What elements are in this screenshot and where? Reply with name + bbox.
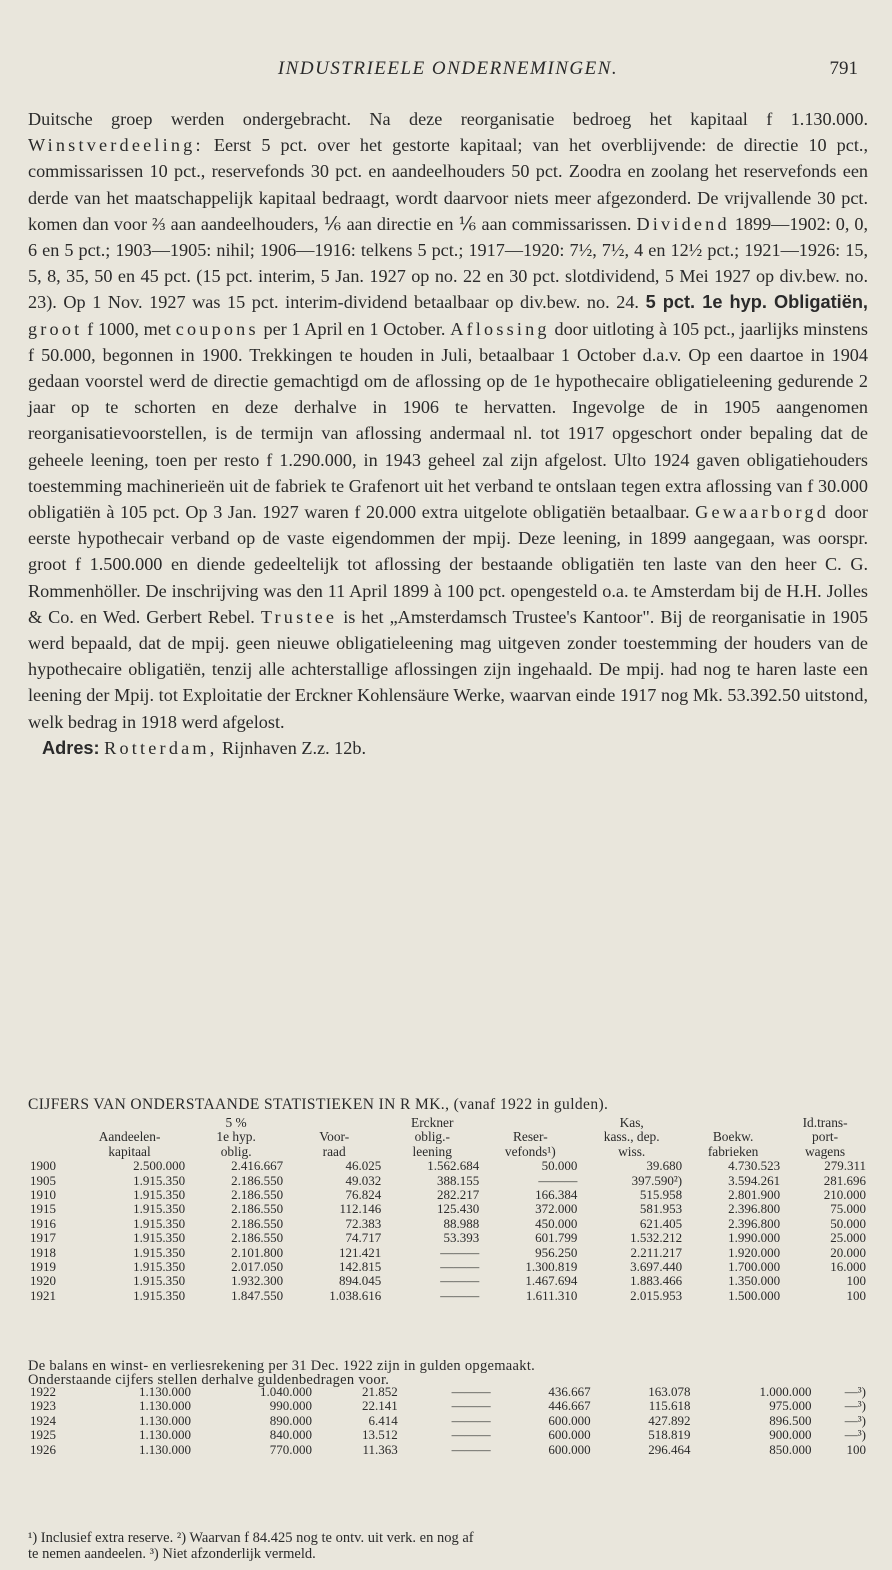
header-cell: fabrieken bbox=[707, 1143, 759, 1159]
year-cell: 1922 bbox=[30, 1384, 56, 1399]
year-cell: 1923 bbox=[30, 1398, 56, 1414]
table-cell: 1.130.000 bbox=[138, 1412, 191, 1428]
obligation-heading: 5 pct. 1e hyp. Obligatiën, bbox=[645, 292, 868, 313]
table-cell: 1.500.000 bbox=[728, 1287, 781, 1303]
table-cell: 296.464 bbox=[648, 1441, 691, 1457]
table-cell: 2.801.900 bbox=[728, 1187, 781, 1203]
table-cell: 621.405 bbox=[639, 1215, 683, 1231]
table-cell: 72.383 bbox=[345, 1215, 382, 1231]
table-cell: 956.250 bbox=[535, 1244, 578, 1260]
table-cell: 2.211.217 bbox=[630, 1244, 683, 1260]
table-cell: 2.186.550 bbox=[231, 1230, 284, 1246]
table-cell: —³) bbox=[844, 1384, 866, 1399]
text-run: Duitsche groep werden ondergebracht. Na deze reorganisatie bedroeg het kapitaal f 1.130.000. bbox=[28, 109, 868, 129]
header-cell: Reser- bbox=[512, 1129, 548, 1145]
header-cell: oblig. bbox=[220, 1143, 252, 1159]
table-cell: 25.000 bbox=[830, 1230, 866, 1246]
table-cell: 397.590²) bbox=[631, 1172, 683, 1188]
table-cell: 518.819 bbox=[648, 1427, 691, 1443]
table-cell: 770.000 bbox=[269, 1441, 312, 1457]
table-cell: 20.000 bbox=[830, 1244, 866, 1260]
table-cell: 1.038.616 bbox=[329, 1287, 382, 1303]
table-cell: ——— bbox=[440, 1244, 480, 1260]
address-line bbox=[42, 735, 868, 761]
table-cell: 50.000 bbox=[541, 1158, 578, 1174]
header-cell: vefonds¹) bbox=[504, 1143, 556, 1159]
table-cell: 840.000 bbox=[269, 1427, 312, 1443]
table-cell: 1.532.212 bbox=[630, 1230, 683, 1246]
address-label: Adres: bbox=[42, 737, 100, 758]
table-cell: 1.611.310 bbox=[525, 1287, 578, 1303]
table-cell: 6.414 bbox=[368, 1412, 398, 1428]
table-cell: 125.430 bbox=[437, 1201, 480, 1217]
table-cell: 53.393 bbox=[443, 1230, 480, 1246]
year-cell: 1925 bbox=[30, 1427, 56, 1443]
coupons-label: coupons bbox=[175, 318, 259, 339]
table-body bbox=[28, 1159, 868, 1303]
table-cell: 1.350.000 bbox=[728, 1273, 781, 1289]
header-cell: wiss. bbox=[618, 1143, 646, 1159]
header-cell bbox=[285, 1116, 383, 1130]
statistics-table-guilders bbox=[28, 1385, 868, 1457]
table-cell: ——— bbox=[451, 1384, 491, 1399]
header-cell bbox=[481, 1116, 579, 1130]
table-cell: 112.146 bbox=[339, 1201, 382, 1217]
header-cell bbox=[684, 1116, 782, 1130]
table-cell: 1.932.300 bbox=[231, 1273, 284, 1289]
header-cell: Aandeelen- bbox=[98, 1129, 161, 1145]
table-cell: 896.500 bbox=[769, 1412, 812, 1428]
table-row bbox=[28, 1399, 868, 1413]
table-cell: 74.717 bbox=[345, 1230, 382, 1246]
balance-note-2: Onderstaande cijfers stellen derhalve guldenbedragen voor. bbox=[28, 1372, 390, 1388]
table-cell: 2.396.800 bbox=[728, 1215, 781, 1231]
table-cell: 2.186.550 bbox=[231, 1201, 284, 1217]
table-cell: 2.015.953 bbox=[630, 1287, 683, 1303]
aflossing-label: Aflossing bbox=[450, 318, 550, 339]
table-cell: —³) bbox=[844, 1412, 866, 1428]
year-cell: 1900 bbox=[30, 1158, 56, 1174]
table-cell: ——— bbox=[440, 1259, 480, 1275]
table-cell: 1.920.000 bbox=[728, 1244, 781, 1260]
year-cell: 1915 bbox=[30, 1201, 56, 1217]
table-cell: 600.000 bbox=[548, 1441, 591, 1457]
dividend-label: Dividend bbox=[636, 213, 730, 234]
table-cell: 75.000 bbox=[830, 1201, 866, 1217]
table-cell: 1.130.000 bbox=[138, 1427, 191, 1443]
table-cell: 166.384 bbox=[535, 1187, 578, 1203]
table-cell: 2.396.800 bbox=[728, 1201, 781, 1217]
table-cell: 1.130.000 bbox=[138, 1384, 191, 1399]
table-cell: ——— bbox=[451, 1412, 491, 1428]
table-cell: 16.000 bbox=[830, 1259, 866, 1275]
table-cell: 1.300.819 bbox=[525, 1259, 578, 1275]
trustee-label: Trustee bbox=[260, 606, 338, 627]
table-cell: 13.512 bbox=[362, 1427, 398, 1443]
header-cell: wagens bbox=[804, 1143, 846, 1159]
table-row bbox=[28, 1274, 868, 1288]
footnote-line-1: ¹) Inclusief extra reserve. ²) Waarvan f 84.425 nog te ontv. uit verk. en nog af bbox=[28, 1530, 474, 1546]
table-cell: 850.000 bbox=[769, 1441, 812, 1457]
table-title: CIJFERS VAN ONDERSTAANDE STATISTIEKEN IN R MK., (vanaf 1922 in gulden). bbox=[28, 1096, 609, 1113]
table-cell: 1.915.350 bbox=[133, 1187, 186, 1203]
groot-label: groot bbox=[28, 318, 83, 339]
table-cell: 1.847.550 bbox=[231, 1287, 284, 1303]
header-cell bbox=[28, 1116, 72, 1130]
table-cell: —³) bbox=[844, 1398, 866, 1414]
year-cell: 1920 bbox=[30, 1273, 56, 1289]
table-cell: 282.217 bbox=[437, 1187, 480, 1203]
header-cell: 5 % bbox=[225, 1115, 247, 1130]
table-cell: 100 bbox=[846, 1273, 866, 1289]
winstverdeeling-label: Winstverdeeling: bbox=[28, 135, 204, 156]
address-street: Rijnhaven Z.z. 12b. bbox=[217, 737, 366, 758]
table-cell: 1.915.350 bbox=[133, 1172, 186, 1188]
address-city: Rotterdam, bbox=[104, 737, 218, 758]
header-cell: Erckner bbox=[411, 1115, 454, 1130]
year-cell: 1910 bbox=[30, 1187, 56, 1203]
table-cell: 600.000 bbox=[548, 1427, 591, 1443]
header-row bbox=[28, 1116, 868, 1130]
header-cell bbox=[28, 1130, 72, 1144]
footnote-line-2: te nemen aandeelen. ³) Niet afzonderlijk vermeld. bbox=[28, 1546, 316, 1562]
table-cell: 100 bbox=[846, 1441, 866, 1457]
balance-note-1: De balans en winst- en verliesrekening per 31 Dec. 1922 zijn in gulden opgemaakt. bbox=[28, 1358, 536, 1374]
table-cell: 1.915.350 bbox=[133, 1201, 186, 1217]
table-cell: 975.000 bbox=[769, 1398, 812, 1414]
table-cell: 1.000.000 bbox=[759, 1384, 812, 1399]
table-cell: 115.618 bbox=[648, 1398, 691, 1414]
table-cell: 2.416.667 bbox=[231, 1158, 284, 1174]
table-cell: 21.852 bbox=[362, 1384, 398, 1399]
table-cell: 142.815 bbox=[338, 1259, 382, 1275]
table-row bbox=[28, 1159, 868, 1173]
table-cell: 279.311 bbox=[824, 1158, 866, 1174]
header-cell: Kas, bbox=[619, 1115, 644, 1130]
year-cell: 1926 bbox=[30, 1441, 56, 1457]
table-cell: 900.000 bbox=[769, 1427, 812, 1443]
table-cell: 600.000 bbox=[548, 1412, 591, 1428]
table-row bbox=[28, 1217, 868, 1231]
table-cell: 436.667 bbox=[548, 1384, 591, 1399]
table-cell: 1.467.694 bbox=[525, 1273, 578, 1289]
main-text bbox=[28, 106, 868, 761]
table-cell: 1.915.350 bbox=[133, 1287, 186, 1303]
table-cell: 1.130.000 bbox=[138, 1441, 191, 1457]
table-row bbox=[28, 1414, 868, 1428]
table-cell: 1.883.466 bbox=[630, 1273, 683, 1289]
text-run: Eerst 5 pct. over het gestorte kapitaal; van het overblijvende: de directie 10 pct., commissarissen 10 pct., reservefonds 30 pct. en aandeelhouders 50 pct. Zoodra en zoolang het reservefonds een derde van het maatschappelijk kapitaal bedraagt, wordt daarvoor niets meer afgezonderd. De vrijvallende 30 pct. komen dan voor ⅔ aan aandeelhouders, ⅙ aan directie en ⅙ aan commissarissen. bbox=[28, 135, 868, 234]
table-cell: 427.892 bbox=[648, 1412, 691, 1428]
table-row bbox=[28, 1202, 868, 1216]
year-cell: 1918 bbox=[30, 1244, 56, 1260]
header-cell: port- bbox=[812, 1129, 839, 1145]
table-cell: 1.915.350 bbox=[133, 1230, 186, 1246]
header-cell: oblig.- bbox=[414, 1129, 450, 1145]
table-cell: ——— bbox=[440, 1273, 480, 1289]
table-row bbox=[28, 1428, 868, 1442]
header-row bbox=[28, 1130, 868, 1144]
table-cell: 1.700.000 bbox=[728, 1259, 781, 1275]
table-cell: 2.017.050 bbox=[231, 1259, 284, 1275]
document-page bbox=[28, 0, 869, 1562]
table-row bbox=[28, 1385, 868, 1399]
running-title: INDUSTRIEELE ONDERNEMINGEN. bbox=[277, 58, 619, 79]
table-cell: 39.680 bbox=[646, 1158, 683, 1174]
table-cell: 3.697.440 bbox=[630, 1259, 683, 1275]
text-run: is het „Amsterdamsch Trustee's Kantoor". Bij de reorganisatie in 1905 werd bepaald, dat de mpij. geen nieuwe obligatieleening mag uitgeven zonder toestemming der houders van de hypothecaire obligatiën, tenzij alle achterstallige aflossingen zijn ingehaald. De mpij. had nog te haren laste een leening der Mpij. tot Exploitatie der Erckner Kohlensäure Werke, waarvan einde 1917 nog Mk. 53.392.50 uitstond, welk bedrag in 1918 werd afgelost. bbox=[28, 606, 869, 732]
table-row bbox=[28, 1246, 868, 1260]
table-cell: 1.990.000 bbox=[728, 1230, 781, 1246]
header-cell: raad bbox=[322, 1143, 346, 1159]
table-row bbox=[28, 1174, 868, 1188]
table-cell: 515.958 bbox=[639, 1187, 683, 1203]
table-cell: 4.730.523 bbox=[728, 1158, 781, 1174]
table-cell: 601.799 bbox=[535, 1230, 578, 1246]
text-run: f 1000, met bbox=[82, 318, 176, 339]
table-cell: 22.141 bbox=[362, 1398, 398, 1414]
table-cell: 372.000 bbox=[535, 1201, 578, 1217]
statistics-table bbox=[28, 1116, 868, 1303]
table-cell: 2.186.550 bbox=[231, 1172, 284, 1188]
header-cell: Voor- bbox=[319, 1129, 350, 1145]
table-cell: ——— bbox=[451, 1441, 491, 1457]
table-cell: 450.000 bbox=[535, 1215, 578, 1231]
year-cell: 1924 bbox=[30, 1412, 56, 1428]
table-cell: 1.040.000 bbox=[259, 1384, 312, 1399]
gewaarborgd-label: Gewaarborgd bbox=[695, 502, 830, 523]
table-cell: 163.078 bbox=[648, 1384, 691, 1399]
table-cell: 890.000 bbox=[269, 1412, 312, 1428]
table-row bbox=[28, 1188, 868, 1202]
year-cell: 1921 bbox=[30, 1287, 56, 1303]
page-number: 791 bbox=[829, 58, 858, 79]
table-cell: 894.045 bbox=[338, 1273, 382, 1289]
table-cell: 100 bbox=[846, 1287, 866, 1303]
year-cell: 1905 bbox=[30, 1172, 56, 1188]
table-header bbox=[28, 1116, 868, 1159]
table-row bbox=[28, 1443, 868, 1457]
table-cell: 1.915.350 bbox=[133, 1273, 186, 1289]
table-cell: 388.155 bbox=[437, 1172, 480, 1188]
table-cell: 281.696 bbox=[823, 1172, 866, 1188]
header-cell bbox=[72, 1116, 187, 1130]
text-run: door eerste hypothecair verband op de vaste eigendommen der mpij. Deze leening, in 1899 aangegaan, was oorspr. groot f 1.500.000 en diende gedeeltelijk tot aflossing der bestaande obligatiën ten laste van den heer C. G. Rommenhöller. De inschrijving was den 11 April 1899 à 100 pct. opengesteld o.a. te Amsterdam bij de H.H. Jolles & Co. en Wed. Gerbert Rebel. bbox=[28, 502, 868, 627]
table-cell: ——— bbox=[451, 1398, 491, 1414]
header-cell: 1e hyp. bbox=[216, 1129, 256, 1145]
table-cell: 2.500.000 bbox=[133, 1158, 186, 1174]
header-cell: kass., dep. bbox=[603, 1129, 660, 1145]
table-cell: ——— bbox=[440, 1287, 480, 1303]
table-row bbox=[28, 1289, 868, 1303]
header-cell: kapitaal bbox=[108, 1143, 151, 1159]
table-cell: —³) bbox=[844, 1427, 866, 1443]
header-cell: leening bbox=[412, 1143, 452, 1159]
table-cell: 3.594.261 bbox=[728, 1172, 781, 1188]
table-cell: 121.421 bbox=[338, 1244, 382, 1260]
table-cell: 88.988 bbox=[443, 1215, 480, 1231]
company-description bbox=[28, 106, 868, 735]
table-cell: 1.130.000 bbox=[138, 1398, 191, 1414]
table-cell: 1.915.350 bbox=[133, 1244, 186, 1260]
table-cell: ——— bbox=[538, 1172, 578, 1188]
text-run: door uitloting à 105 pct., jaarlijks minstens f 50.000, begonnen in 1900. Trekkingen te houden in Juli, betaalbaar 1 October d.a.v. Op een daartoe in 1904 gedaan voorstel werd de directie gemachtigd om de aflossing op de 1e hypothecaire obligatieleening gedurende 2 jaar op te schorten en deze derhalve in 1906 te hervatten. Ingevolge de in 1905 aangenomen reorganisatievoorstellen, is de termijn van aflossing andermaal nl. tot 1917 opgeschort onder bepaling dat de geheele leening, toen per resto f 1.290.000, in 1943 geheel zal zijn afgelost. Ulto 1924 gaven obligatiehouders toestemming machinerieën uit de fabriek te Grafenort uit het verband te ontslaan tegen extra aflossing van f 30.000 obligatiën à 105 pct. Op 3 Jan. 1927 waren f 20.000 extra uitgelote obligatiën betaalbaar. bbox=[28, 318, 868, 523]
text-run: 1899—1902: 0, 0, 6 en 5 pct.; 1903—1905: nihil; 1906—1916: telkens 5 pct.; 1917—1920: 7½, 7½, 4 en 12½ pct.; 1921—1926: 15, 5, 8, 35, 50 en 45 pct. (15 pct. interim, 5 Jan. 1927 op no. 22 en 30 pct. slotdividend, 5 Mei 1927 op div.bew. no. 23). Op 1 Nov. 1927 was 15 pct. interim-dividend betaalbaar op div.bew. no. 24. bbox=[28, 213, 868, 313]
table-cell: 2.186.550 bbox=[231, 1187, 284, 1203]
year-cell: 1916 bbox=[30, 1215, 56, 1231]
table-cell: 46.025 bbox=[345, 1158, 382, 1174]
table-cell: 49.032 bbox=[345, 1172, 382, 1188]
header-cell bbox=[28, 1145, 72, 1159]
table-cell: 1.915.350 bbox=[133, 1215, 186, 1231]
header-cell: Boekw. bbox=[712, 1129, 754, 1145]
table-cell: 990.000 bbox=[269, 1398, 312, 1414]
table-cell: ——— bbox=[451, 1427, 491, 1443]
table-row bbox=[28, 1231, 868, 1245]
table-cell: 446.667 bbox=[548, 1398, 591, 1414]
table-row bbox=[28, 1260, 868, 1274]
table-cell: 50.000 bbox=[830, 1215, 866, 1231]
page-header bbox=[28, 0, 868, 79]
table-cell: 1.562.684 bbox=[427, 1158, 480, 1174]
year-cell: 1919 bbox=[30, 1259, 56, 1275]
text-run: per 1 April en 1 October. bbox=[258, 318, 451, 339]
table-cell: 581.953 bbox=[639, 1201, 683, 1217]
table-cell: 2.186.550 bbox=[231, 1215, 284, 1231]
table-cell: 11.363 bbox=[362, 1441, 398, 1457]
header-cell: Id.trans- bbox=[802, 1115, 848, 1130]
table-cell: 2.101.800 bbox=[231, 1244, 284, 1260]
table-body-guilders bbox=[28, 1385, 868, 1457]
table-cell: 76.824 bbox=[345, 1187, 382, 1203]
footnotes bbox=[28, 1530, 868, 1562]
table-cell: 1.915.350 bbox=[133, 1259, 186, 1275]
table-cell: 210.000 bbox=[823, 1187, 866, 1203]
year-cell: 1917 bbox=[30, 1230, 56, 1246]
header-row bbox=[28, 1145, 868, 1159]
